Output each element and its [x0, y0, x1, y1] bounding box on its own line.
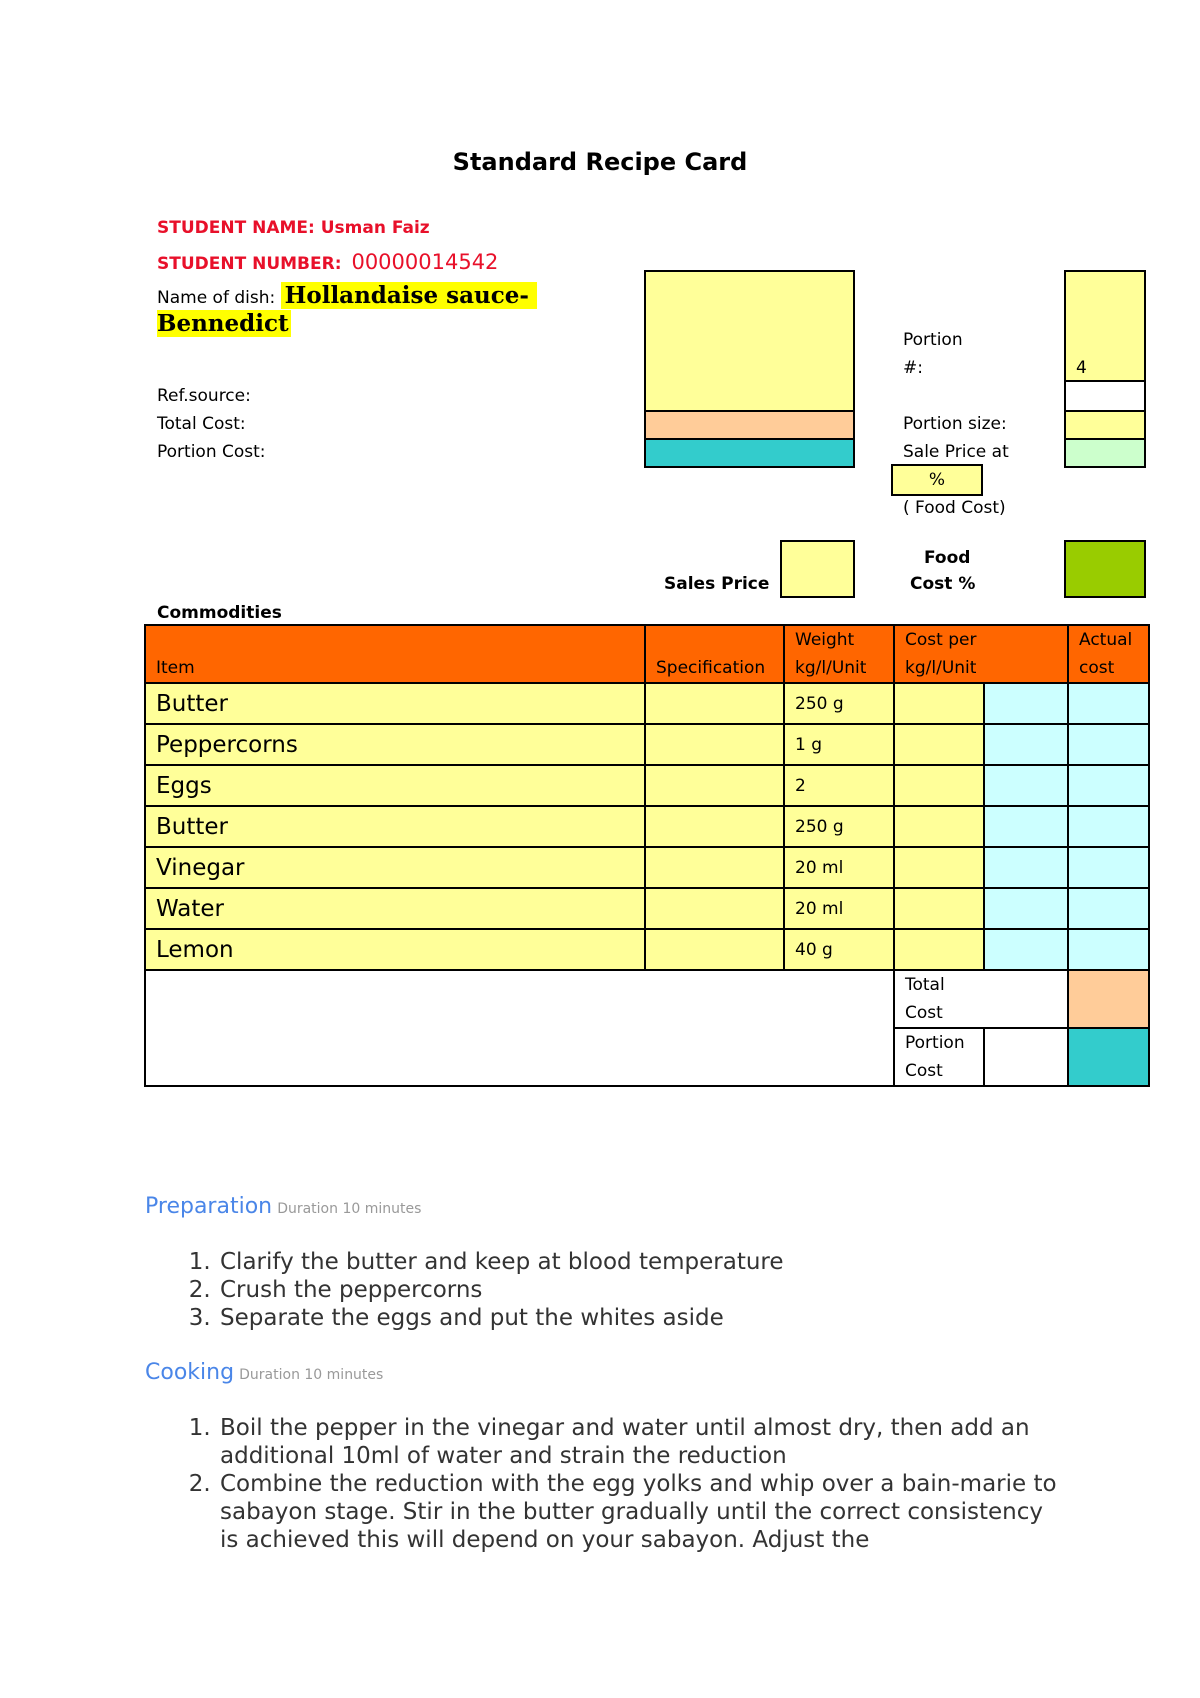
- commodities-table: [144, 624, 1150, 1087]
- cost-cell: [894, 847, 984, 888]
- list-item: 2. Combine the reduction with the egg yolks and whip over a bain-marie to sabayon stage. Stir in the butter gradually until the correct consistency is achieved this will depend on your sabayon. Adjust the: [218, 1470, 1068, 1554]
- dish-photo-box: [644, 270, 855, 412]
- food-cost-label: Food: [924, 548, 971, 568]
- portion-number-label: #:: [903, 358, 923, 378]
- student-number-value: 00000014542: [351, 250, 499, 274]
- weight-cell: 20 ml: [784, 888, 894, 929]
- weight-cell: 20 ml: [784, 847, 894, 888]
- item-cell: Butter: [145, 806, 645, 847]
- spec-cell: [645, 847, 784, 888]
- table-row: [145, 847, 1149, 888]
- portion-cost-cell: [894, 1028, 984, 1086]
- actual-cost-cell: [1068, 683, 1149, 724]
- portion-line2: Cost: [905, 1061, 943, 1081]
- sales-price-box: [780, 540, 855, 598]
- list-item: 1. Boil the pepper in the vinegar and water until almost dry, then add an additional 10ml of water and strain the reduction: [218, 1414, 1068, 1470]
- notes-area: [145, 970, 894, 1086]
- item-cell: Peppercorns: [145, 724, 645, 765]
- sale-price-box: [1064, 438, 1146, 468]
- header-weight-line1: Weight: [795, 630, 855, 650]
- list-item: 1. Clarify the butter and keep at blood temperature: [218, 1248, 784, 1276]
- spec-cell: [645, 683, 784, 724]
- percent-sign: %: [928, 470, 946, 490]
- header-cost-per: [894, 625, 1068, 683]
- weight-cell: 1 g: [784, 724, 894, 765]
- portion-cost-blank: [984, 1028, 1068, 1086]
- list-item: 2. Crush the peppercorns: [218, 1276, 784, 1304]
- list-item: 3. Separate the eggs and put the whites aside: [218, 1304, 784, 1332]
- spec-cell: [645, 929, 784, 970]
- table-row: [145, 929, 1149, 970]
- ref-source-label: Ref.source:: [157, 386, 251, 406]
- header-actual-line2: cost: [1079, 658, 1115, 678]
- student-name: STUDENT NAME: Usman Faiz: [157, 218, 430, 238]
- portion-cost-value: [1068, 1028, 1149, 1086]
- cost-cell: [894, 765, 984, 806]
- item-cell: Lemon: [145, 929, 645, 970]
- total-line1: Total: [905, 975, 945, 995]
- food-cost-paren-label: ( Food Cost): [903, 498, 1006, 518]
- total-line2: Cost: [905, 1003, 943, 1023]
- table-row: [145, 888, 1149, 929]
- header-actual-line1: Actual: [1079, 630, 1133, 650]
- cost-cell: [894, 888, 984, 929]
- weight-cell: 40 g: [784, 929, 894, 970]
- cost-extra-cell: [984, 765, 1068, 806]
- cooking-duration: Duration 10 minutes: [239, 1367, 384, 1383]
- sale-price-at-label: Sale Price at: [903, 442, 1009, 462]
- preparation-heading-row: [145, 1194, 421, 1219]
- portion-line1: Portion: [905, 1033, 965, 1053]
- cost-extra-cell: [984, 724, 1068, 765]
- total-cost-value: [1068, 970, 1149, 1028]
- preparation-heading: Preparation: [145, 1194, 273, 1219]
- spec-cell: [645, 806, 784, 847]
- dish-label: Name of dish:: [157, 288, 276, 308]
- item-cell: Vinegar: [145, 847, 645, 888]
- page-title: Standard Recipe Card: [452, 148, 748, 176]
- actual-cost-cell: [1068, 724, 1149, 765]
- header-cost-line1: Cost per: [905, 630, 977, 650]
- preparation-duration: Duration 10 minutes: [277, 1201, 422, 1217]
- cost-cell: [894, 724, 984, 765]
- cooking-heading-row: [145, 1360, 383, 1385]
- dish-name-row: [157, 282, 537, 309]
- table-row: [145, 683, 1149, 724]
- header-actual-cost: [1068, 625, 1149, 683]
- cost-extra-cell: [984, 929, 1068, 970]
- portion-blank-box: [1064, 380, 1146, 412]
- total-cost-box: [644, 410, 855, 440]
- actual-cost-cell: [1068, 929, 1149, 970]
- portion-number-box: [1064, 270, 1146, 382]
- cost-extra-cell: [984, 683, 1068, 724]
- total-cost-row: [145, 970, 1149, 1028]
- dish-name-line2: Bennedict: [157, 310, 289, 337]
- cooking-heading: Cooking: [145, 1360, 235, 1385]
- student-number-label: STUDENT NUMBER:: [157, 254, 342, 274]
- cost-cell: [894, 806, 984, 847]
- portion-number-value: 4: [1076, 358, 1087, 378]
- dish-name-line1: Hollandaise sauce-: [281, 282, 537, 309]
- header-weight-line2: kg/l/Unit: [795, 658, 867, 678]
- weight-cell: 250 g: [784, 683, 894, 724]
- item-cell: Butter: [145, 683, 645, 724]
- table-header-row: [145, 625, 1149, 683]
- header-weight: [784, 625, 894, 683]
- student-number: [157, 250, 498, 274]
- actual-cost-cell: [1068, 847, 1149, 888]
- portion-size-label: Portion size:: [903, 414, 1007, 434]
- food-cost-pct-label: Cost %: [910, 574, 976, 594]
- actual-cost-cell: [1068, 888, 1149, 929]
- spec-cell: [645, 724, 784, 765]
- total-cost-label: Total Cost:: [157, 414, 246, 434]
- portion-cost-label: Portion Cost:: [157, 442, 266, 462]
- actual-cost-cell: [1068, 765, 1149, 806]
- food-cost-pct-box: [1064, 540, 1146, 598]
- cooking-steps: [176, 1414, 1068, 1554]
- food-cost-percent-box: [891, 464, 983, 496]
- item-cell: Water: [145, 888, 645, 929]
- commodities-label: Commodities: [157, 603, 282, 623]
- weight-cell: 250 g: [784, 806, 894, 847]
- cost-extra-cell: [984, 888, 1068, 929]
- table-row: [145, 765, 1149, 806]
- preparation-steps: [176, 1248, 784, 1332]
- sales-price-label: Sales Price: [664, 574, 770, 594]
- cost-extra-cell: [984, 847, 1068, 888]
- spec-cell: [645, 888, 784, 929]
- header-specification: Specification: [645, 625, 784, 683]
- cost-extra-cell: [984, 806, 1068, 847]
- header-item: Item: [145, 625, 645, 683]
- cost-cell: [894, 929, 984, 970]
- actual-cost-cell: [1068, 806, 1149, 847]
- spec-cell: [645, 765, 784, 806]
- table-row: [145, 724, 1149, 765]
- portion-cost-box: [644, 438, 855, 468]
- header-cost-line2: kg/l/Unit: [905, 658, 977, 678]
- portion-label: Portion: [903, 330, 963, 350]
- cost-cell: [894, 683, 984, 724]
- portion-size-box: [1064, 410, 1146, 440]
- table-row: [145, 806, 1149, 847]
- weight-cell: 2: [784, 765, 894, 806]
- total-cost-cell: [894, 970, 1068, 1028]
- item-cell: Eggs: [145, 765, 645, 806]
